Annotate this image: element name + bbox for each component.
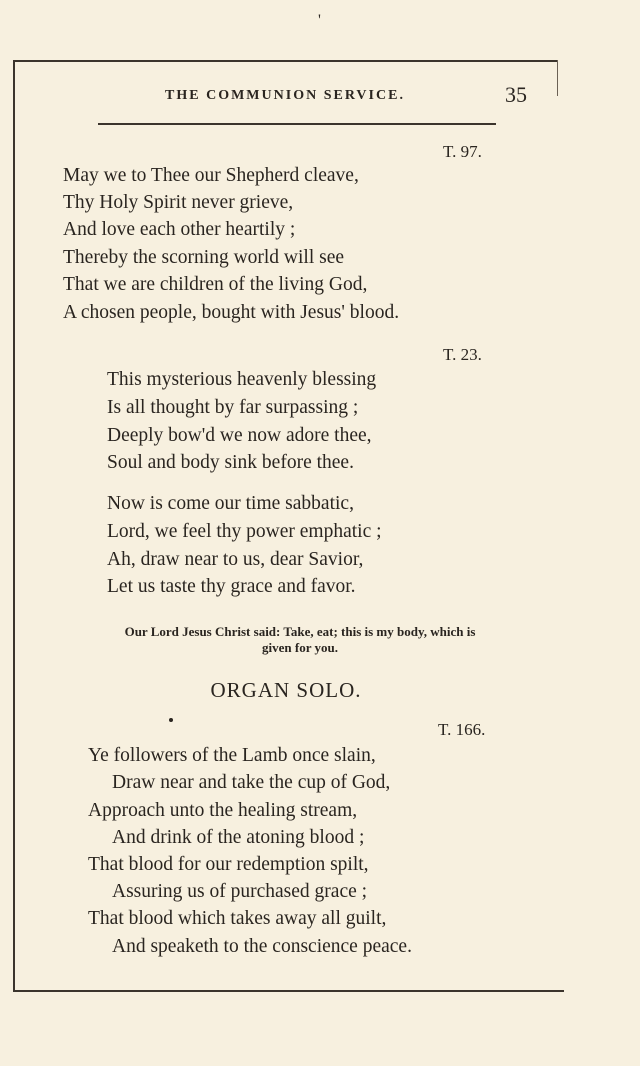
frame-top-rule (14, 60, 558, 62)
verse-line: Approach unto the healing stream, (88, 800, 358, 821)
verse-line: That blood for our redemption spilt, (88, 854, 369, 875)
verse-line: And drink of the atoning blood ; (112, 827, 365, 848)
verse-line: That we are children of the living God, (63, 274, 368, 295)
frame-right-rule (557, 60, 558, 96)
top-mark: ' (318, 12, 321, 29)
verse-line: Assuring us of purchased grace ; (112, 881, 368, 902)
frame-bottom-rule (14, 990, 564, 992)
running-header-title: THE COMMUNION SERVICE. (165, 88, 405, 103)
organ-solo-heading: ORGAN SOLO. (210, 678, 362, 702)
verse-line: Ah, draw near to us, dear Savior, (107, 549, 364, 570)
verse-line: Thy Holy Spirit never grieve, (63, 192, 294, 213)
verse-line: Ye followers of the Lamb once slain, (88, 745, 376, 766)
verse-line: This mysterious heavenly blessing (107, 369, 377, 390)
caption-line: given for you. (262, 640, 338, 656)
verse-line: And love each other heartily ; (63, 219, 296, 240)
verse-line: Is all thought by far surpassing ; (107, 397, 359, 418)
verse-line: Draw near and take the cup of God, (112, 772, 391, 793)
verse-line: May we to Thee our Shepherd cleave, (63, 165, 359, 186)
frame-left-rule (13, 60, 15, 992)
verse-line: That blood which takes away all guilt, (88, 908, 387, 929)
verse-line: Soul and body sink before thee. (107, 452, 354, 473)
verse-line: Let us taste thy grace and favor. (107, 576, 356, 597)
verse-line: Deeply bow'd we now adore thee, (107, 425, 372, 446)
ink-dot (169, 718, 173, 722)
page-number: 35 (505, 82, 527, 107)
tune-label: T. 97. (443, 142, 482, 161)
verse-line: A chosen people, bought with Jesus' blood. (63, 302, 400, 323)
verse-line: Now is come our time sabbatic, (107, 493, 354, 514)
verse-line: Lord, we feel thy power emphatic ; (107, 521, 382, 542)
scripture-caption (30, 624, 570, 657)
caption-line: Our Lord Jesus Christ said: Take, eat; this is my body, which is (124, 624, 476, 639)
verse-line: And speaketh to the conscience peace. (112, 936, 412, 957)
verse-line: Thereby the scorning world will see (63, 247, 345, 268)
header-rule (98, 123, 496, 125)
tune-label: T. 166. (438, 720, 486, 739)
tune-label: T. 23. (443, 345, 482, 364)
